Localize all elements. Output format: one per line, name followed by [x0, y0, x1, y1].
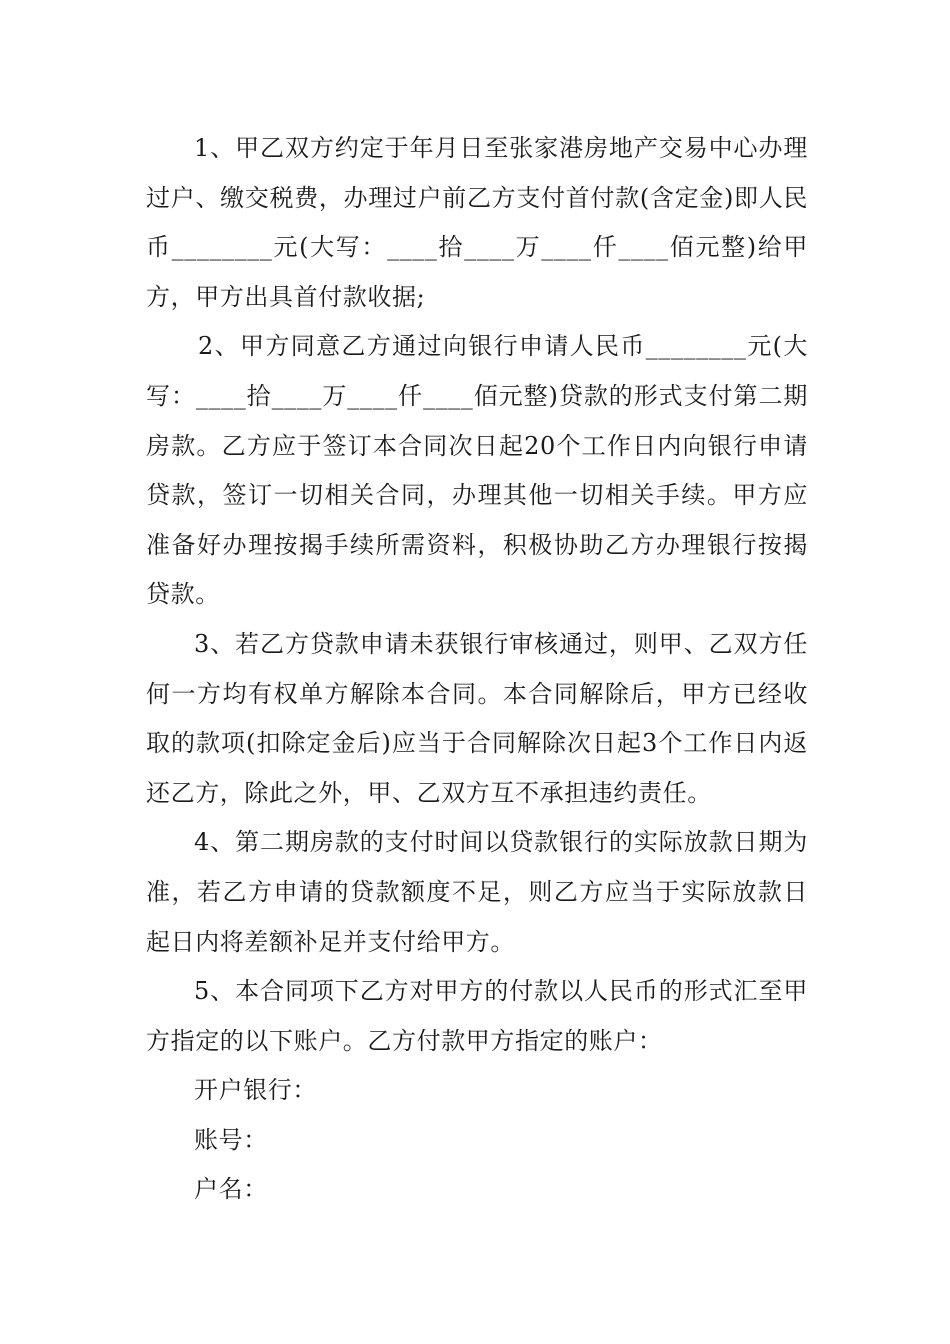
clause-1: 1、甲乙双方约定于年月日至张家港房地产交易中心办理过户、缴交税费，办理过户前乙方支付首付款(含定金)即人民币________元(大写：____拾____万____仟____佰元整)给甲方，甲方出具首付款收据; [146, 134, 808, 311]
document-body [146, 124, 808, 1215]
clause-2: 2、甲方同意乙方通过向银行申请人民币________元(大写：____拾____万____仟____佰元整)贷款的形式支付第二期房款。乙方应于签订本合同次日起20个工作日内向银行申请贷款，签订一切相关合同，办理其他一切相关手续。甲方应准备好办理按揭手续所需资料，积极协助乙方办理银行按揭贷款。 [146, 332, 808, 609]
clause-5: 5、本合同项下乙方对甲方的付款以人民币的形式汇至甲方指定的以下账户。乙方付款甲方指定的账户： [146, 977, 808, 1055]
account-name-field: 户名： [194, 1175, 268, 1204]
clause-3: 3、若乙方贷款申请未获银行审核通过，则甲、乙双方任何一方均有权单方解除本合同。本合同解除后，甲方已经收取的款项(扣除定金后)应当于合同解除次日起3个工作日内返还乙方，除此之外，甲、乙双方互不承担违约责任。 [146, 629, 808, 807]
bank-field: 开户银行： [194, 1076, 317, 1105]
clause-4: 4、第二期房款的支付时间以贷款银行的实际放款日期为准，若乙方申请的贷款额度不足，则乙方应当于实际放款日起日内将差额补足并支付给甲方。 [146, 828, 808, 956]
account-number-field: 账号： [194, 1125, 268, 1154]
